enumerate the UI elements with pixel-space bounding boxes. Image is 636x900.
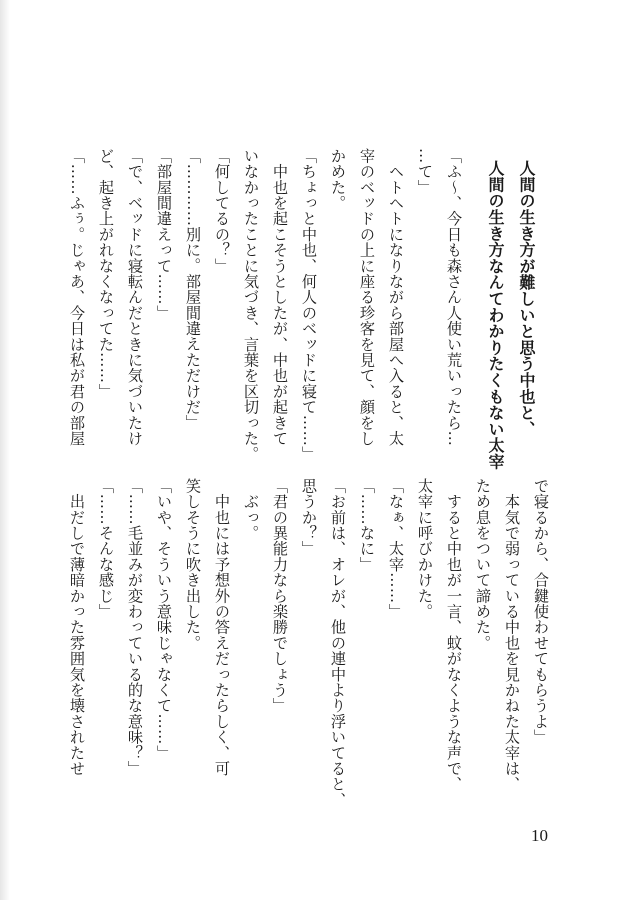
lower-line: 「なぁ、太宰……」	[387, 478, 405, 620]
upper-line: …て」	[416, 148, 434, 196]
lower-line: 「お前は、オレが、他の連中より浮いてると、	[329, 478, 347, 808]
lower-line: 「……なに」	[358, 478, 376, 573]
upper-line: 「ちょっと中也、何人のベッドに寝て……」	[300, 148, 318, 462]
lower-line: 本気で弱っている中也を見かねた太宰は、	[503, 478, 521, 792]
upper-line: ヘトヘトになりながら部屋へ入ると、太	[387, 148, 405, 447]
page-edge-shadow	[0, 0, 10, 900]
title-line-1: 人間の生き方が難しいと思う中也と、	[517, 160, 536, 438]
upper-line: ど、起き上がれなくなってた……」	[97, 148, 115, 400]
lower-line: ぶっ。	[242, 478, 260, 541]
lower-line: ため息をついて諦めた。	[474, 478, 492, 651]
upper-line: 「で、ベッドに寝転んだときに気づいたけ	[126, 148, 144, 447]
lower-line: 出だしで薄暗かった雰囲気を壊されたせ	[68, 478, 86, 777]
upper-line: 「……ふぅ。じゃあ、今日は私が君の部屋	[68, 148, 86, 447]
lower-line: 「……そんな感じ」	[97, 478, 115, 620]
lower-line: 太宰に呼びかけた。	[416, 478, 434, 620]
upper-line: いなかったことに気づき、言葉を区切った。	[242, 148, 260, 462]
lower-line: で寝るから、合鍵使わせてもらうよ」	[532, 478, 550, 745]
page-number: 10	[531, 826, 548, 845]
title-line-2: 人間の生き方なんてわかりたくもない太宰	[486, 160, 505, 470]
upper-line: かめた。	[329, 148, 347, 211]
upper-line: 「ふ〜、今日も森さん人使い荒いったら…	[445, 148, 463, 447]
lower-line: 「君の異能力なら楽勝でしょう」	[271, 478, 289, 714]
lower-line: 思うか？」	[300, 478, 318, 557]
lower-line: 笑しそうに吹き出した。	[184, 478, 202, 651]
upper-line: 中也を起こそうとしたが、中也が起きて	[271, 148, 289, 447]
lower-line: すると中也が一言、蚊がなくような声で、	[445, 478, 463, 792]
upper-line: 「部屋間違えって……」	[155, 148, 173, 321]
lower-line: 「いや、そういう意味じゃなくて……」	[155, 478, 173, 761]
lower-line: 「……毛並みが変わっている的な意味？」	[126, 478, 144, 777]
upper-line: 「何してるの？」	[213, 148, 231, 274]
lower-line: 中也には予想外の答えだったらしく、可	[213, 478, 231, 777]
upper-line: 「…………別に。部屋間違えただけだ」	[184, 148, 202, 431]
upper-line: 宰のベッドの上に座る珍客を見て、顔をし	[358, 148, 376, 447]
